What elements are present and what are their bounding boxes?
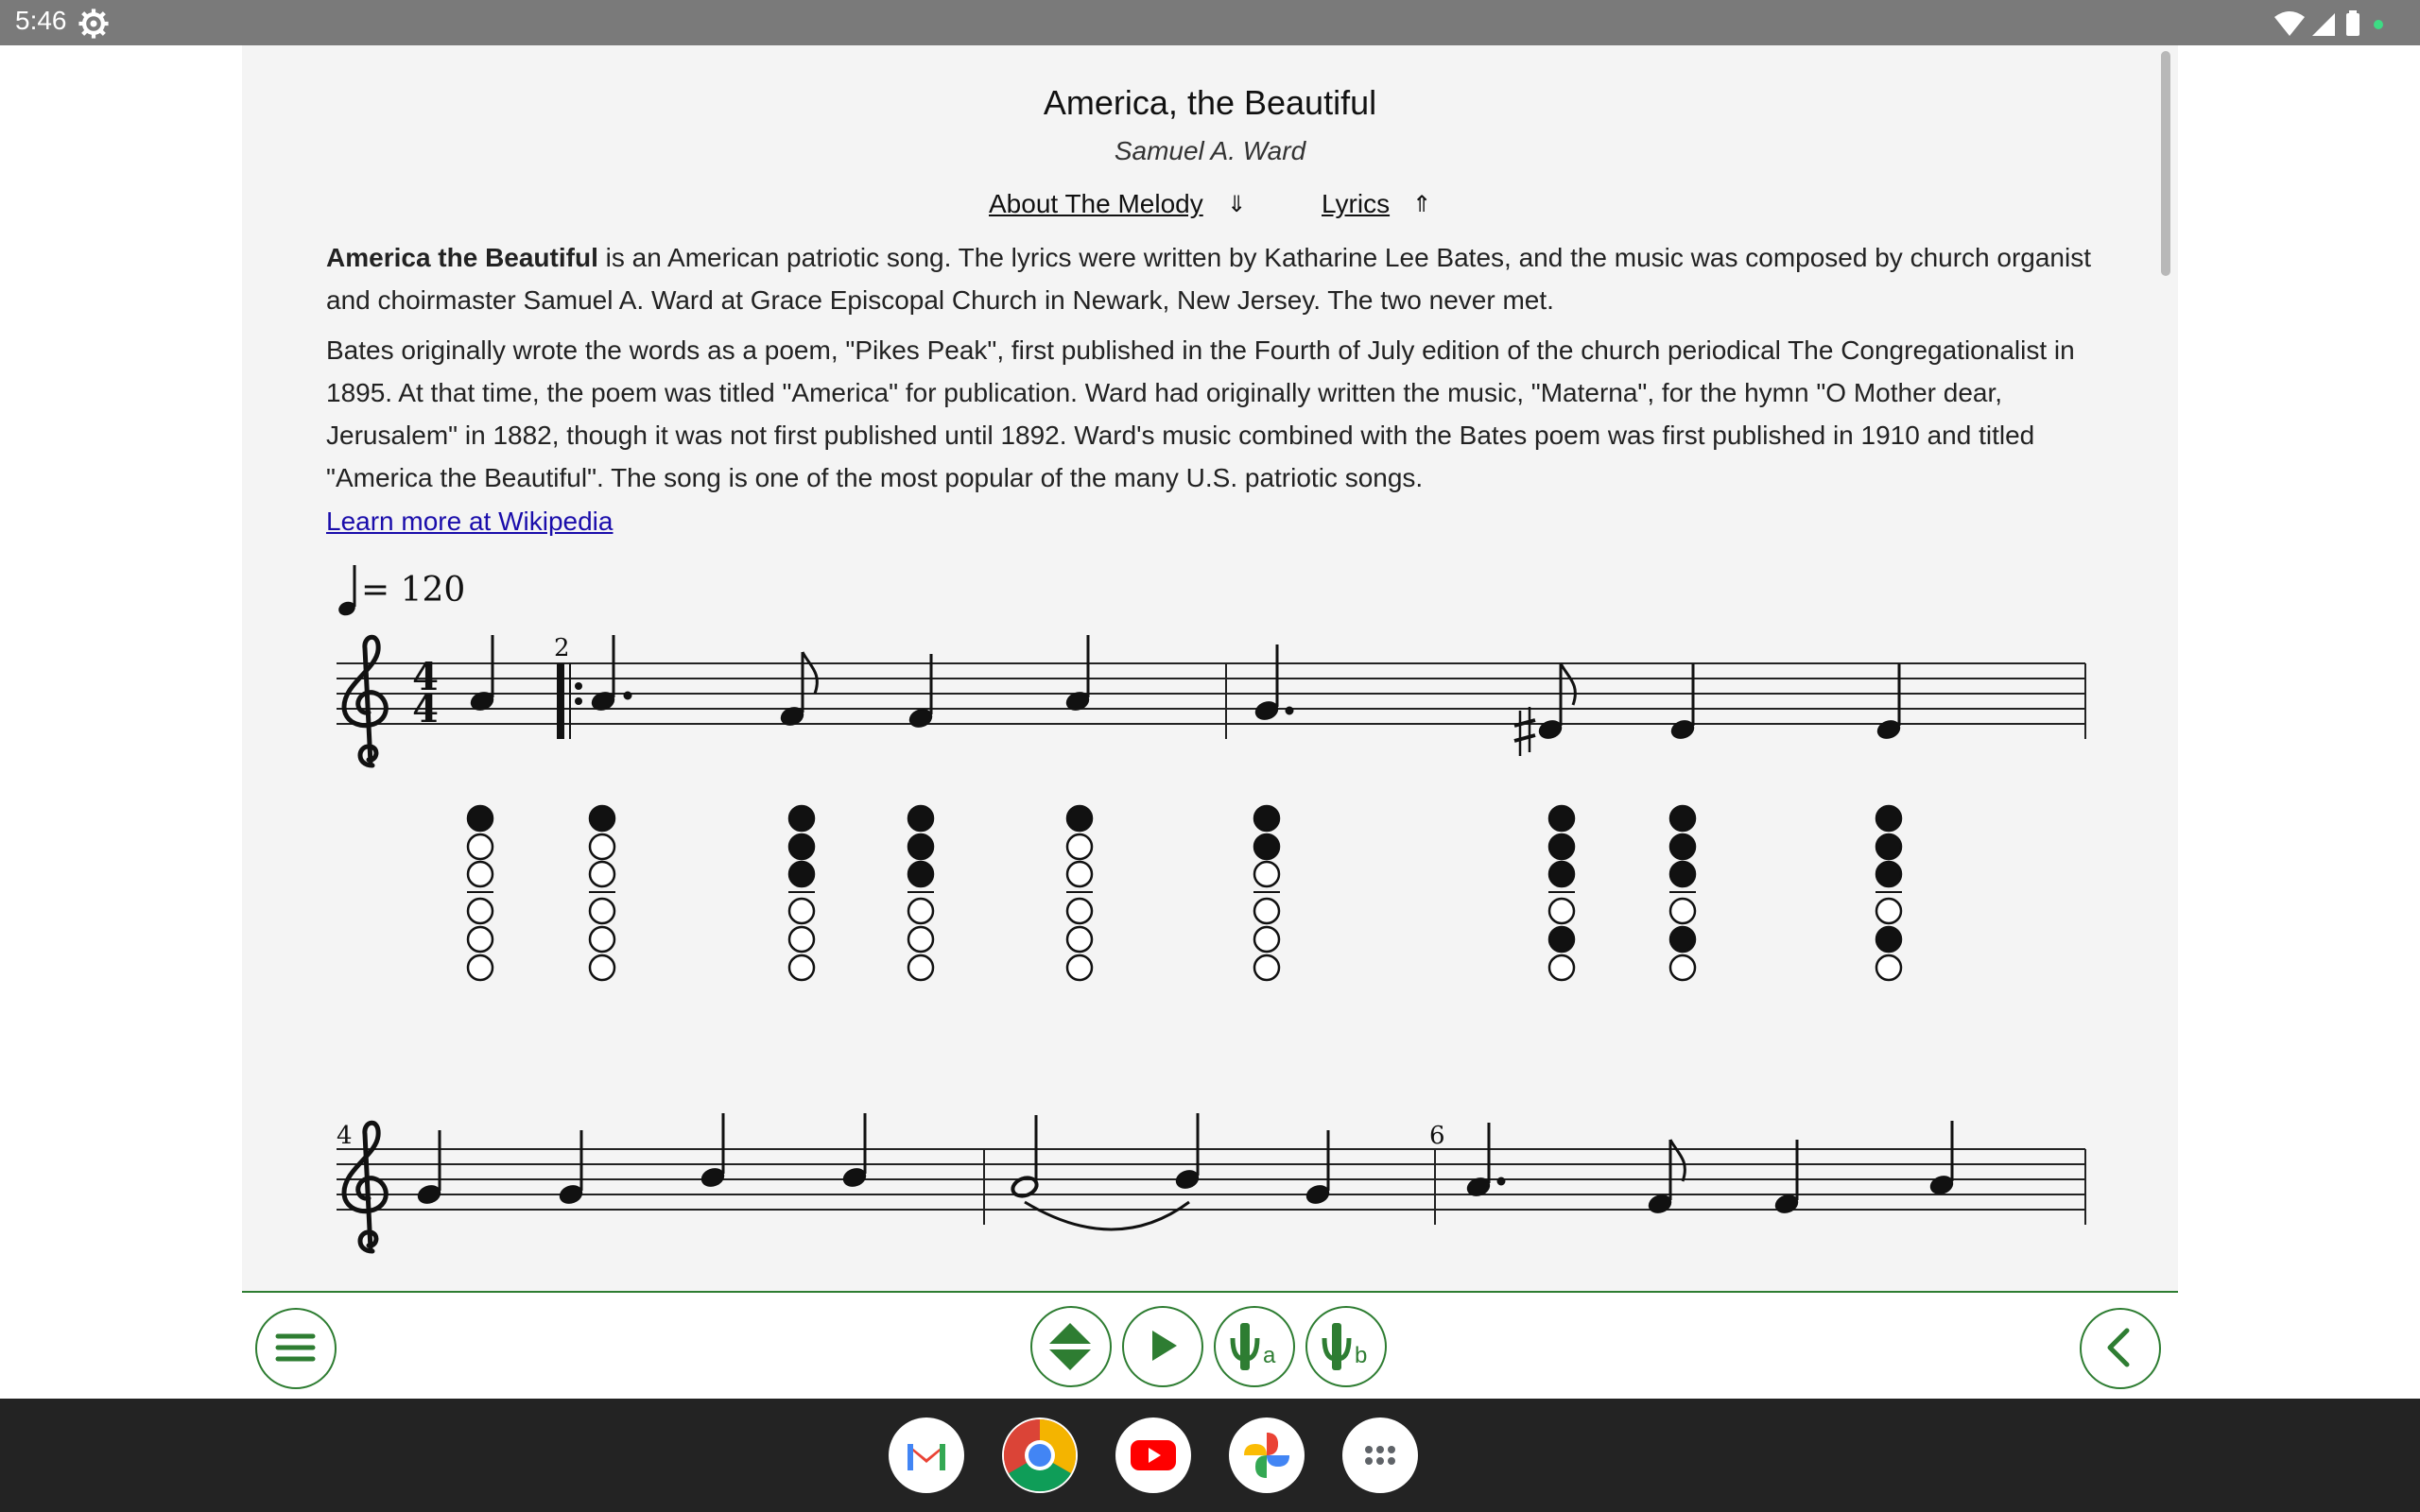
covered-hole	[1876, 806, 1901, 831]
back-button[interactable]	[2080, 1308, 2161, 1389]
about-melody-link[interactable]: About The Melody	[989, 189, 1203, 218]
note	[590, 635, 631, 713]
up-arrow-icon: ⇑	[1412, 191, 1432, 217]
chrome-icon	[1002, 1418, 1078, 1493]
covered-hole	[1876, 927, 1901, 952]
whistle-a-button[interactable]	[1214, 1306, 1295, 1387]
covered-hole	[1549, 834, 1574, 859]
note	[1305, 1130, 1332, 1207]
open-hole	[908, 955, 933, 980]
time-signature-bottom: 4	[412, 687, 439, 731]
wikipedia-link[interactable]: Learn more at Wikipedia	[326, 507, 614, 536]
photos-app[interactable]	[1229, 1418, 1305, 1493]
whistle-b-icon	[1307, 1308, 1384, 1384]
open-hole	[590, 955, 614, 980]
bottom-toolbar	[242, 1293, 2178, 1399]
fingering-chart	[1066, 806, 1093, 980]
song-composer: Samuel A. Ward	[1114, 136, 1306, 165]
status-time: 5:46	[15, 6, 67, 35]
menu-button[interactable]	[255, 1308, 337, 1389]
open-hole	[590, 899, 614, 923]
covered-hole	[1670, 806, 1695, 831]
fingering-chart	[1669, 806, 1696, 980]
note	[1064, 635, 1092, 713]
note	[1773, 1140, 1801, 1216]
about-paragraph-2: Bates originally wrote the words as a poem, "Pikes Peak", first published in the Fourth of July edition of the church periodical The Congregationalist in 1895. At that time, the poem was titled "America" for publication. Ward had originally written the music, "Materna", for the hymn "O Mother dear, Jerusalem" in 1882, though it was not first published until 1892. Ward's music combined with the Bates poem was first published in 1910 and titled "America the Beautiful". The song is one of the most popular of the many U.S. patriotic songs.	[326, 335, 2075, 492]
open-hole	[1670, 899, 1695, 923]
note	[841, 1113, 869, 1190]
fingering-chart	[1253, 806, 1280, 980]
repeat-barline	[557, 663, 582, 739]
tempo-marking: = 120	[361, 571, 466, 610]
notes-staff-1	[469, 635, 1903, 756]
sharp-icon	[1514, 707, 1535, 756]
down-arrow-icon: ⇓	[1227, 191, 1247, 217]
whistle-a-icon	[1216, 1308, 1292, 1384]
covered-hole	[908, 862, 933, 886]
play-icon	[1124, 1308, 1201, 1384]
covered-hole	[1549, 806, 1574, 831]
play-button[interactable]	[1122, 1306, 1203, 1387]
open-hole	[1254, 862, 1279, 886]
note	[1928, 1121, 1956, 1197]
fingering-chart	[788, 806, 815, 980]
song-title: America, the Beautiful	[1043, 83, 1377, 122]
covered-hole	[1549, 927, 1574, 952]
note	[1174, 1113, 1201, 1192]
signal-icon	[2312, 13, 2335, 36]
gmail-icon	[889, 1418, 964, 1493]
covered-hole	[908, 834, 933, 859]
note	[1876, 663, 1903, 742]
notes-staff-2	[416, 1113, 1956, 1229]
open-hole	[1876, 899, 1901, 923]
open-hole	[908, 927, 933, 952]
open-hole	[789, 955, 814, 980]
open-hole	[1067, 899, 1092, 923]
measure-number-4: 4	[337, 1122, 353, 1150]
fingering-chart	[467, 806, 493, 980]
photos-icon	[1229, 1418, 1305, 1493]
covered-hole	[1876, 862, 1901, 886]
covered-hole	[789, 862, 814, 886]
scroll-toggle-button[interactable]	[1030, 1306, 1112, 1387]
covered-hole	[468, 806, 493, 831]
open-hole	[789, 927, 814, 952]
measure-number-2: 2	[554, 634, 570, 662]
gmail-app[interactable]	[889, 1418, 964, 1493]
open-hole	[789, 899, 814, 923]
open-hole	[1067, 955, 1092, 980]
open-hole	[1067, 834, 1092, 859]
fingering-charts	[467, 806, 1902, 980]
open-hole	[1549, 899, 1574, 923]
measure-number-6: 6	[1429, 1122, 1445, 1150]
note	[1647, 1140, 1685, 1216]
open-hole	[1876, 955, 1901, 980]
covered-hole	[1067, 806, 1092, 831]
open-hole	[468, 899, 493, 923]
covered-hole	[1670, 834, 1695, 859]
youtube-icon	[1115, 1418, 1191, 1493]
svg-text:b: b	[1355, 1343, 1368, 1368]
status-bar	[0, 0, 2420, 45]
note	[1537, 663, 1576, 742]
fingering-chart	[1876, 806, 1902, 980]
open-hole	[468, 927, 493, 952]
open-hole	[908, 899, 933, 923]
menu-icon	[257, 1310, 334, 1386]
status-icons	[2273, 9, 2405, 38]
covered-hole	[590, 806, 614, 831]
treble-clef-icon	[344, 637, 386, 765]
covered-hole	[908, 806, 933, 831]
song-name-bold: America the Beautiful	[326, 243, 598, 272]
open-hole	[1549, 955, 1574, 980]
app-drawer[interactable]	[1342, 1418, 1418, 1493]
open-hole	[590, 862, 614, 886]
note	[416, 1130, 443, 1207]
open-hole	[1067, 862, 1092, 886]
covered-hole	[1876, 834, 1901, 859]
chrome-app[interactable]	[1002, 1418, 1078, 1493]
battery-icon	[2346, 13, 2360, 36]
note	[1253, 644, 1293, 723]
wifi-icon	[2274, 11, 2305, 36]
covered-hole	[1670, 862, 1695, 886]
gear-icon	[78, 8, 110, 40]
note	[1669, 663, 1697, 742]
svg-text:a: a	[1263, 1343, 1276, 1368]
back-icon	[2082, 1310, 2158, 1386]
covered-hole	[1254, 834, 1279, 859]
youtube-app[interactable]	[1115, 1418, 1191, 1493]
fingering-chart	[908, 806, 934, 980]
open-hole	[1067, 927, 1092, 952]
open-hole	[468, 834, 493, 859]
about-paragraph-1-text: is an American patriotic song. The lyrics were written by Katharine Lee Bates, and the music was composed by church organist and choirmaster Samuel A. Ward at Grace Episcopal Church in Newark, New Jersey. The two never met.	[326, 243, 2092, 315]
tie	[1025, 1202, 1189, 1229]
covered-hole	[1254, 806, 1279, 831]
open-hole	[1254, 955, 1279, 980]
app-dock	[0, 1399, 2420, 1512]
whistle-b-button[interactable]	[1305, 1306, 1387, 1387]
note	[469, 635, 496, 713]
sheet-music	[242, 45, 2178, 1291]
fingering-chart	[589, 806, 615, 980]
note	[558, 1130, 585, 1207]
app-drawer-icon	[1342, 1418, 1418, 1493]
lyrics-link[interactable]: Lyrics	[1322, 189, 1391, 218]
time-signature-top: 4	[412, 655, 439, 699]
covered-hole	[789, 806, 814, 831]
open-hole	[468, 862, 493, 886]
open-hole	[1670, 955, 1695, 980]
covered-hole	[789, 834, 814, 859]
covered-hole	[1549, 862, 1574, 886]
open-hole	[1254, 899, 1279, 923]
up-down-icon	[1032, 1308, 1109, 1384]
fingering-chart	[1548, 806, 1575, 980]
staff-2	[337, 1149, 2085, 1210]
notification-dot-icon	[2374, 20, 2383, 29]
note	[1465, 1123, 1505, 1199]
open-hole	[590, 834, 614, 859]
half-note	[1011, 1115, 1040, 1199]
note	[908, 654, 935, 730]
covered-hole	[1670, 927, 1695, 952]
open-hole	[590, 927, 614, 952]
note	[700, 1113, 727, 1190]
open-hole	[1254, 927, 1279, 952]
open-hole	[468, 955, 493, 980]
